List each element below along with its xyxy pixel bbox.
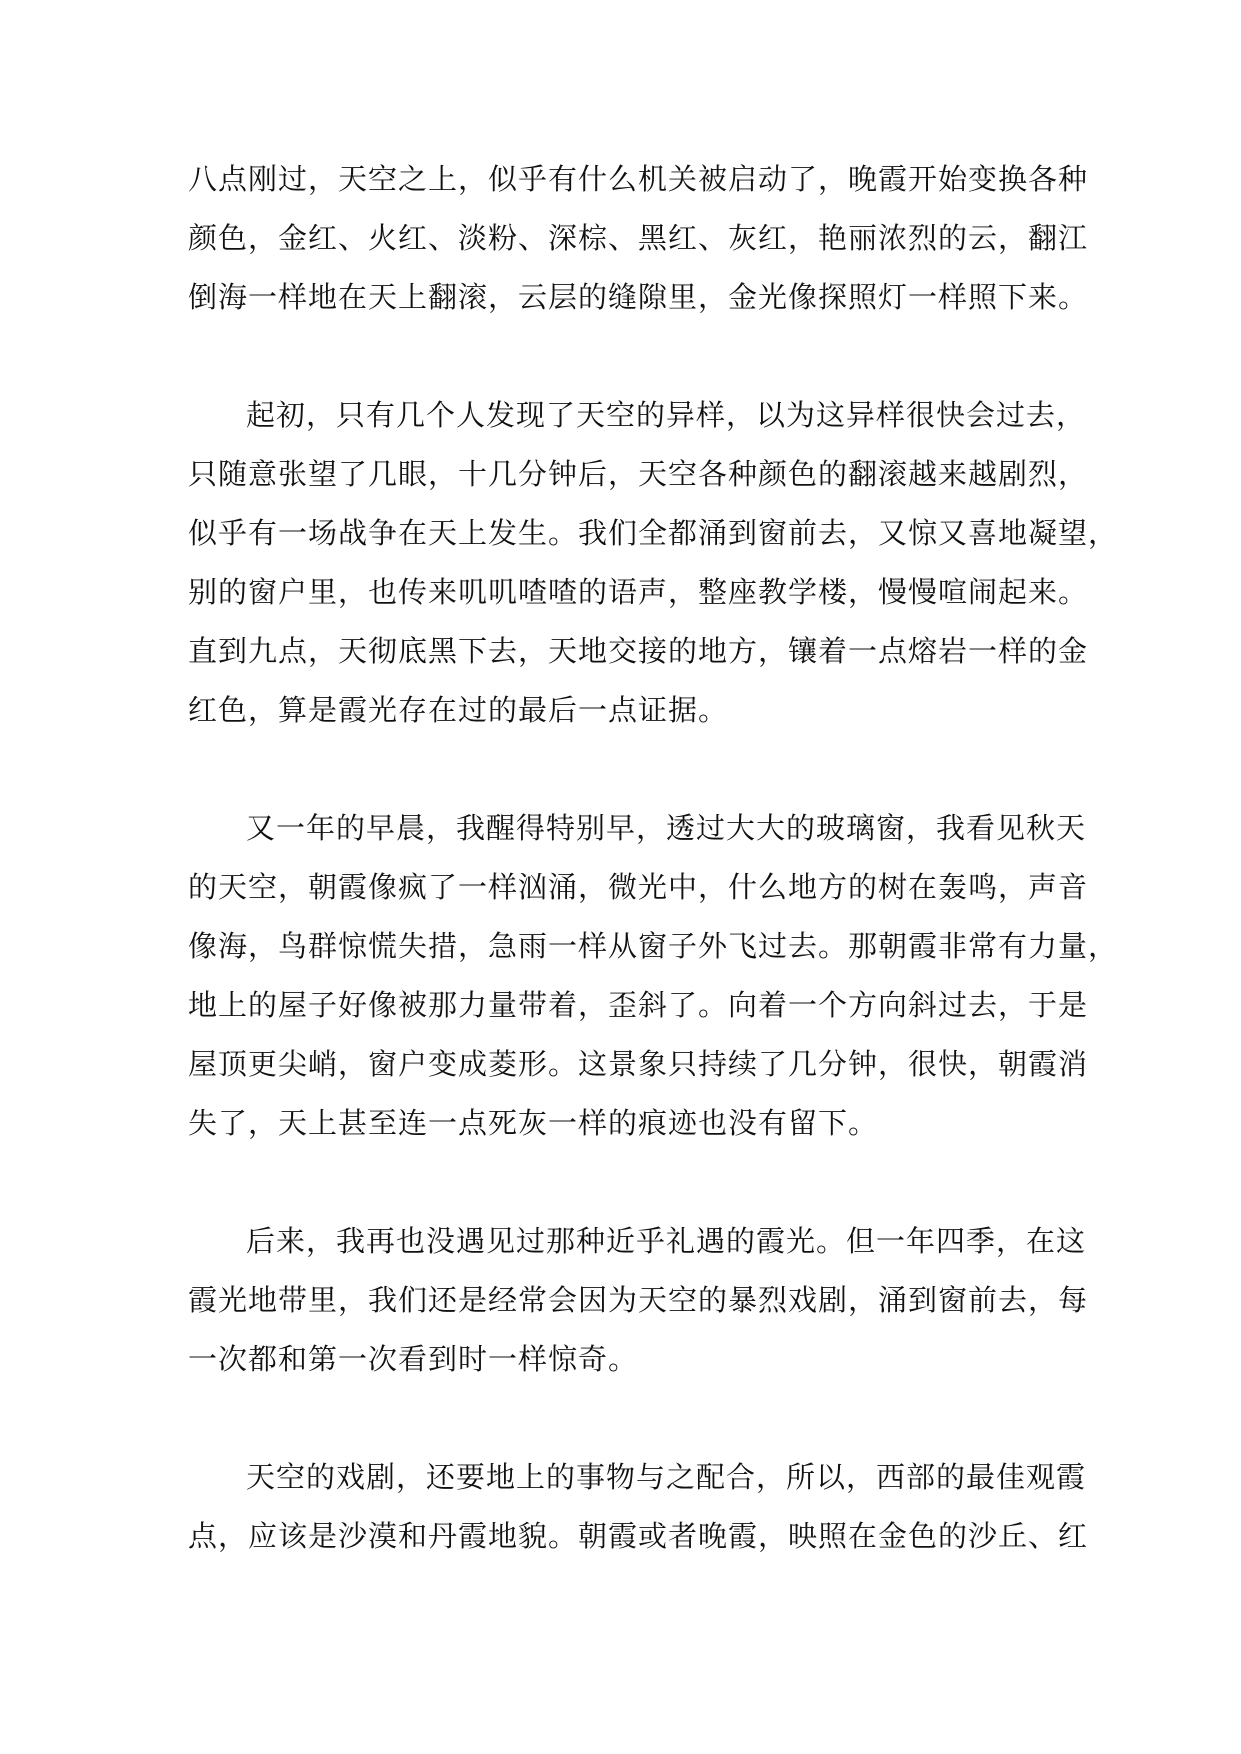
paragraph-1 [188,150,1089,327]
text-line: 似乎有一场战争在天上发生。我们全都涌到窗前去，又惊又喜地凝望， [188,516,1119,550]
text-line: 天空的戏剧，还要地上的事物与之配合，所以，西部的最佳观霞 [246,1460,1087,1494]
text-line: 的天空，朝霞像疯了一样汹涌，微光中，什么地方的树在轰鸣，声音 [188,870,1089,904]
text-line: 别的窗户里，也传来叽叽喳喳的语声，整座教学楼，慢慢喧闹起来。 [188,575,1089,609]
text-line: 起初，只有几个人发现了天空的异样，以为这异样很快会过去， [246,398,1087,432]
text-line: 点，应该是沙漠和丹霞地貌。朝霞或者晚霞，映照在金色的沙丘、红 [188,1519,1089,1553]
text-line: 颜色，金红、火红、淡粉、深棕、黑红、灰红，艳丽浓烈的云，翻江 [188,221,1089,255]
text-line: 一次都和第一次看到时一样惊奇。 [188,1342,639,1376]
text-line: 像海，鸟群惊慌失措，急雨一样从窗子外飞过去。那朝霞非常有力量， [188,929,1119,963]
text-line: 只随意张望了几眼，十几分钟后，天空各种颜色的翻滚越来越剧烈， [188,457,1089,491]
text-line: 倒海一样地在天上翻滚，云层的缝隙里，金光像探照灯一样照下来。 [188,280,1089,314]
text-line: 失了，天上甚至连一点死灰一样的痕迹也没有留下。 [188,1106,879,1140]
paragraph-5 [188,1448,1089,1566]
text-line: 直到九点，天彻底黑下去，天地交接的地方，镶着一点熔岩一样的金 [188,634,1089,668]
text-line: 后来，我再也没遇见过那种近乎礼遇的霞光。但一年四季，在这 [246,1224,1087,1258]
document-body [188,150,1119,1625]
paragraph-4 [188,1212,1089,1389]
paragraph-2 [188,386,1119,740]
text-line: 又一年的早晨，我醒得特别早，透过大大的玻璃窗，我看见秋天 [246,811,1087,845]
text-line: 红色，算是霞光存在过的最后一点证据。 [188,693,729,727]
text-line: 霞光地带里，我们还是经常会因为天空的暴烈戏剧，涌到窗前去，每 [188,1283,1089,1317]
paragraph-3 [188,799,1119,1153]
text-line: 屋顶更尖峭，窗户变成菱形。这景象只持续了几分钟，很快，朝霞消 [188,1047,1089,1081]
text-line: 八点刚过，天空之上，似乎有什么机关被启动了，晚霞开始变换各种 [188,162,1089,196]
text-line: 地上的屋子好像被那力量带着，歪斜了。向着一个方向斜过去，于是 [188,988,1089,1022]
